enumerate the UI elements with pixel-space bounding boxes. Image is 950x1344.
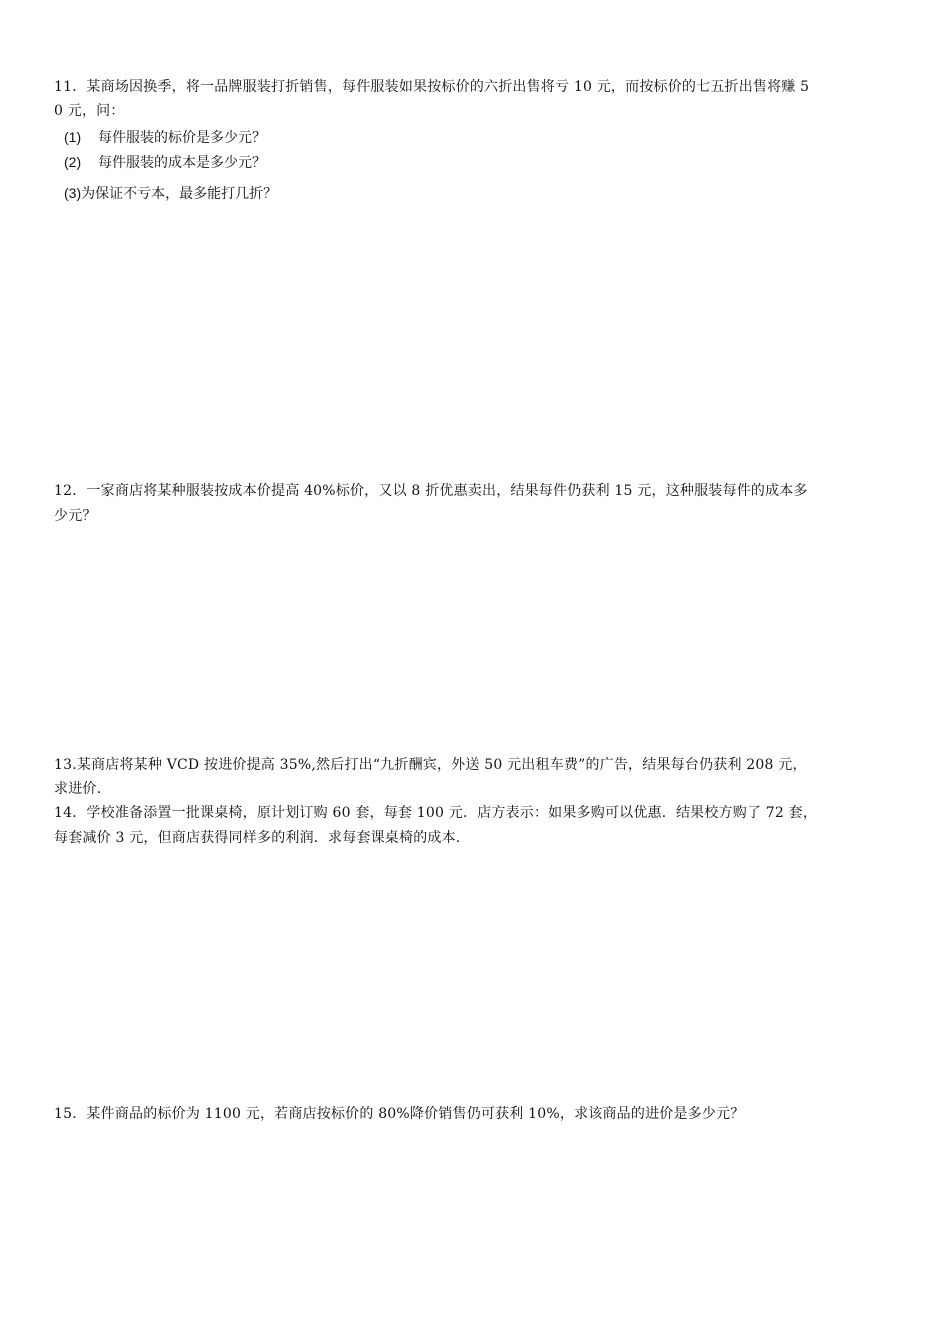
problem-13-line-1: 13.某商店将某种 VCD 按进价提高 35%,然后打出“九折酬宾，外送 50 元出租车费”的广告，结果每台仍获利 208 元， (54, 757, 807, 773)
question-number: (3) (64, 185, 82, 201)
problem-13-line-2: 求进价. (54, 781, 102, 797)
problem-14-line-2: 每套减价 3 元，但商店获得同样多的利润．求每套课桌椅的成本. (54, 830, 461, 846)
question-text: 每件服装的标价是多少元？ (98, 130, 266, 146)
problem-15-line-1: 15．某件商品的标价为 1100 元，若商店按标价的 80%降价销售仍可获利 10%，求该商品的进价是多少元？ (54, 1106, 745, 1122)
question-text: 为保证不亏本，最多能打几折？ (81, 186, 278, 202)
problem-14-line-1: 14．学校准备添置一批课桌椅，原计划订购 60 套，每套 100 元．店方表示：如果多购可以优惠．结果校方购了 72 套， (54, 805, 818, 821)
question-number: (1) (64, 129, 82, 145)
problem-11-line-1: 11．某商场因换季，将一品牌服装打折销售，每件服装如果按标价的六折出售将亏 10 元，而按标价的七五折出售将赚 5 (54, 79, 810, 95)
question-text: 每件服装的成本是多少元？ (98, 155, 266, 171)
problem-11-question-2 (64, 152, 266, 173)
problem-11-question-1 (64, 127, 266, 148)
question-number: (2) (64, 154, 82, 170)
problem-12-line-1: 12．一家商店将某种服装按成本价提高 40%标价，又以 8 折优惠卖出，结果每件仍获利 15 元，这种服装每件的成本多 (54, 483, 808, 499)
problem-11-line-2: 0 元，问： (54, 103, 125, 119)
problem-12-line-2: 少元？ (54, 508, 97, 524)
problem-11-question-3 (64, 183, 277, 204)
